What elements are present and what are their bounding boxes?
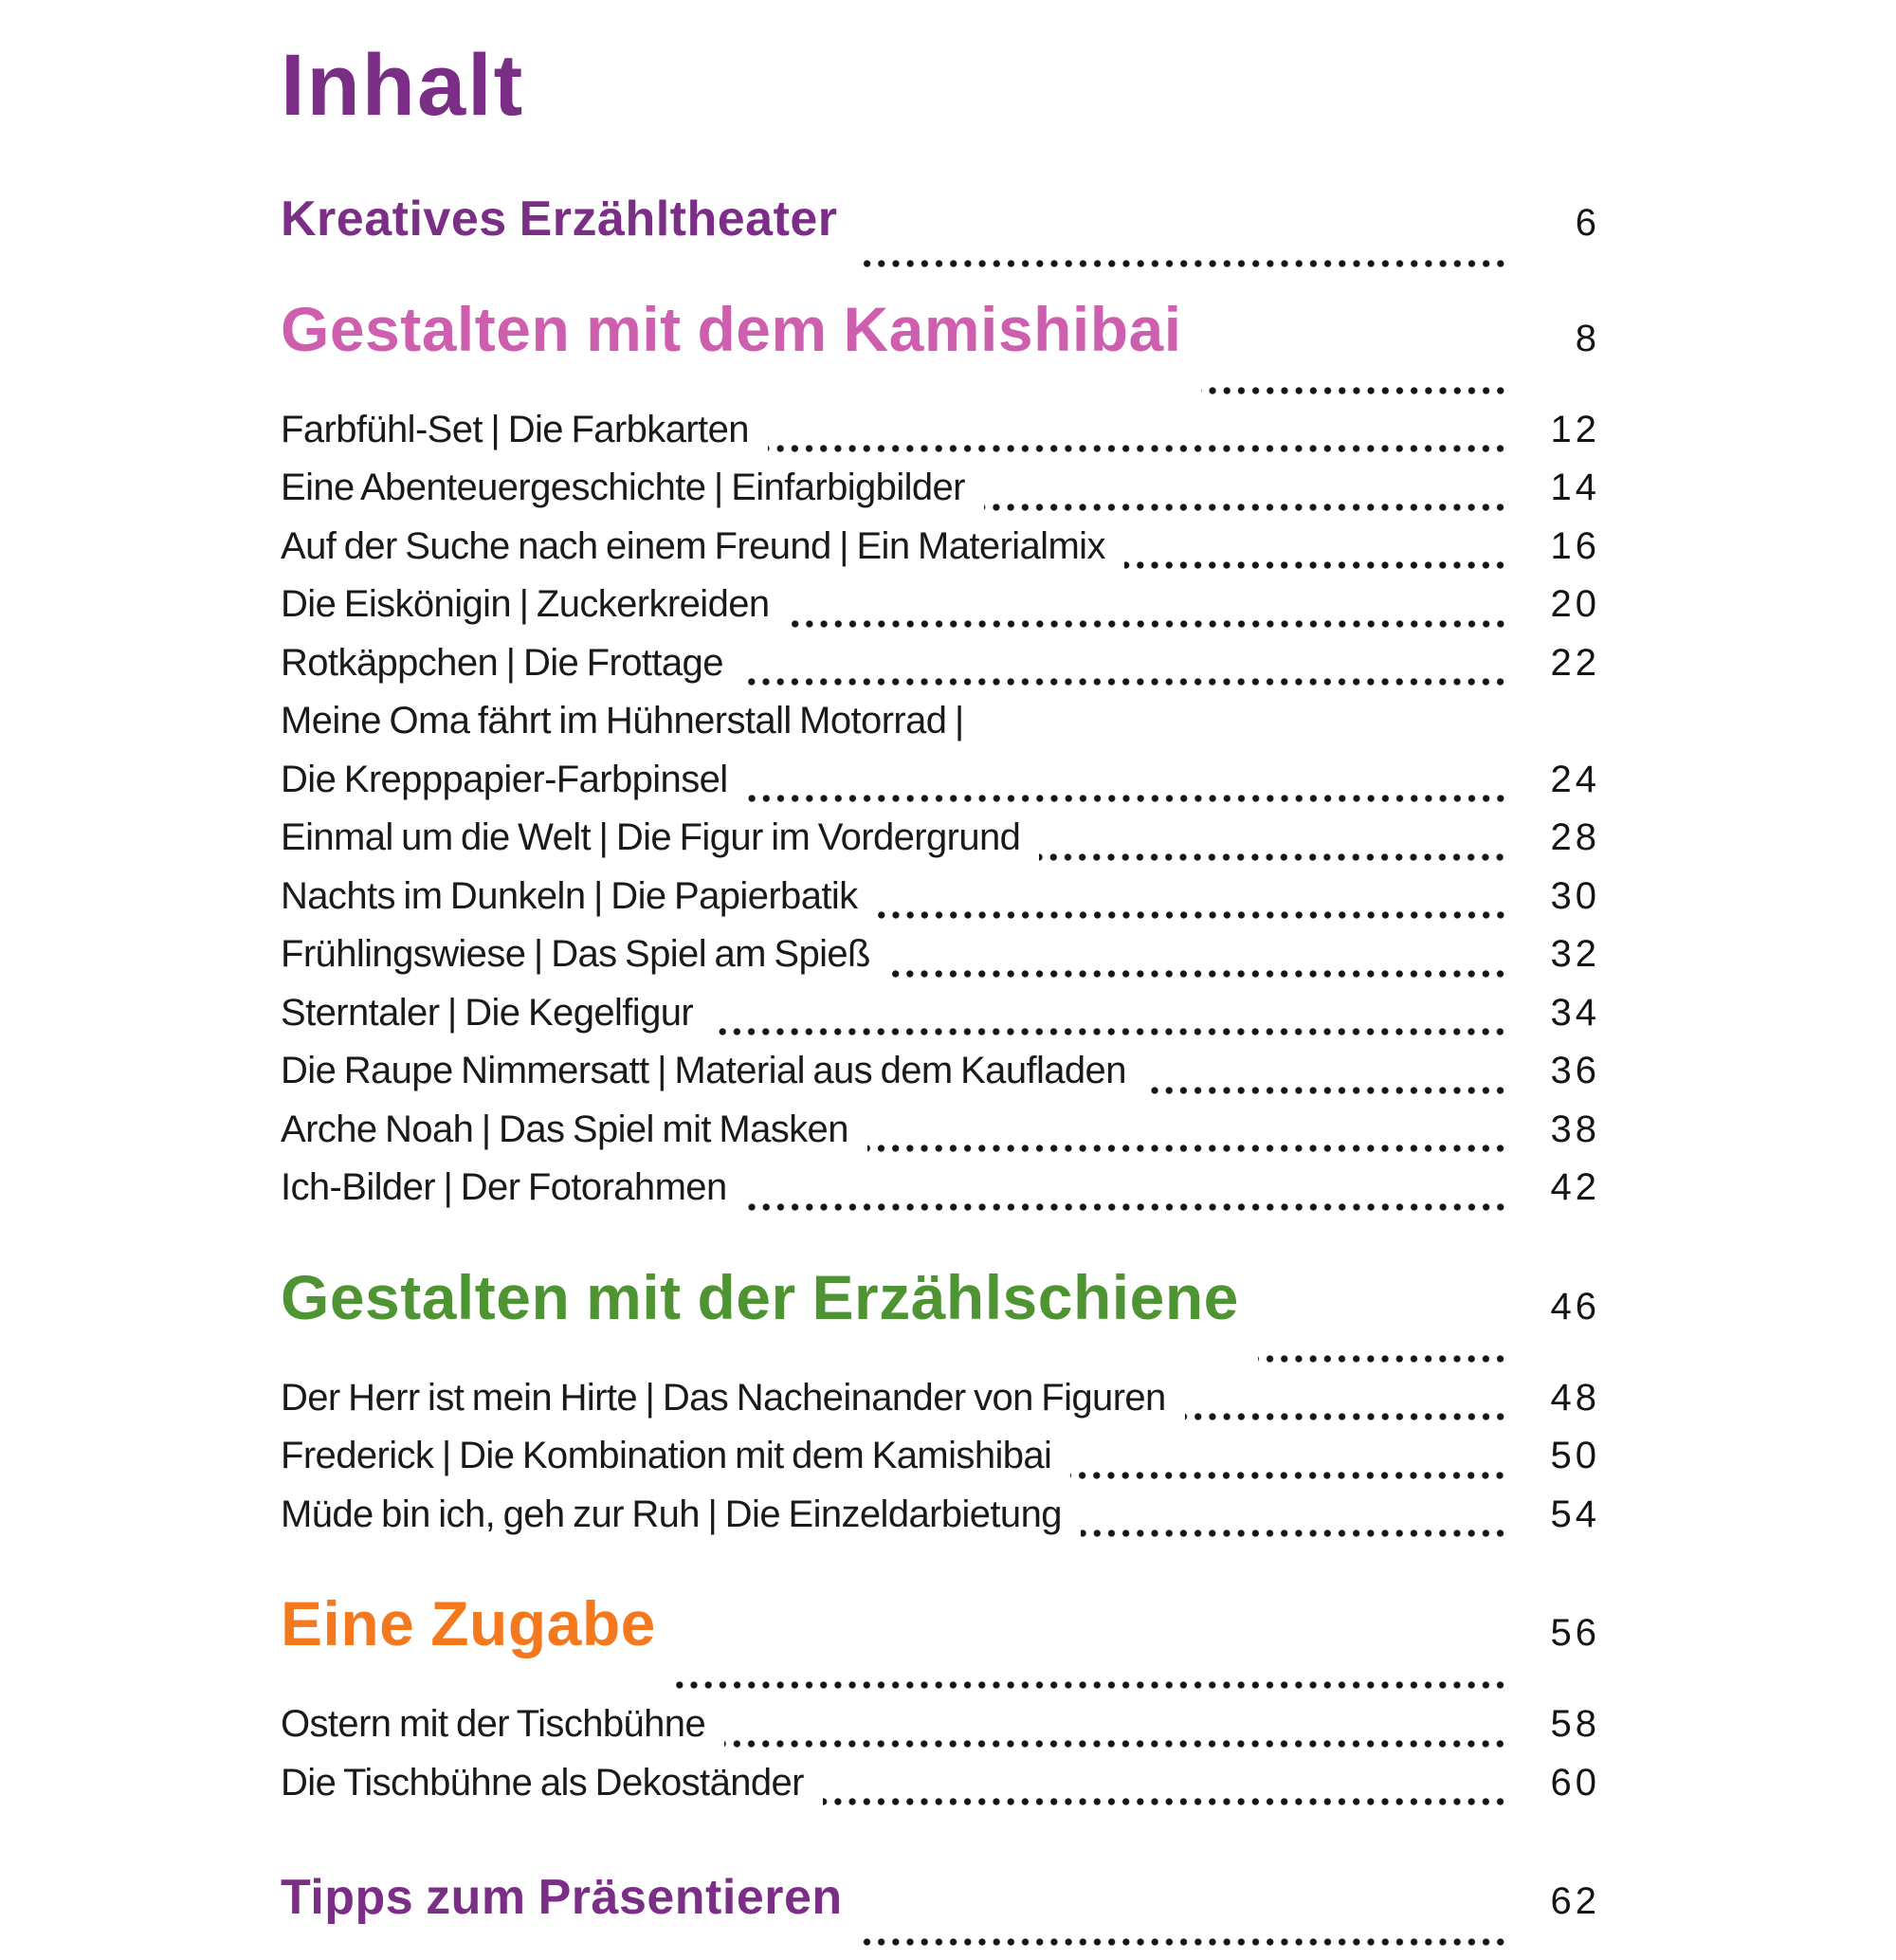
dot-leader (1185, 1412, 1507, 1421)
section-heading-label: Gestalten mit der Erzählschiene (281, 1261, 1239, 1332)
dot-leader (1081, 1529, 1507, 1538)
toc-entry-label: Ich-Bilder | Der Fotorahmen (281, 1166, 727, 1209)
toc-entry (281, 992, 1600, 1051)
page-number: 30 (1550, 874, 1600, 917)
toc-entry-label: Frederick | Die Kombination mit dem Kamishibai (281, 1435, 1052, 1477)
toc-entry-label: Müde bin ich, geh zur Ruh | Die Einzeldarbietung (281, 1493, 1062, 1535)
dot-leader (1039, 852, 1507, 862)
dot-leader (746, 1202, 1507, 1212)
page-number: 48 (1550, 1376, 1600, 1419)
dot-leader (742, 677, 1507, 687)
toc-entry-label: Einmal um die Welt | Die Figur im Vordergrund (281, 816, 1021, 859)
toc-entry (281, 933, 1600, 992)
dot-leader (1201, 386, 1507, 395)
toc-entry-label: Frühlingswiese | Das Spiel am Spieß (281, 933, 870, 976)
dot-leader (768, 444, 1507, 453)
toc-entry-label: Rotkäppchen | Die Frottage (281, 641, 723, 684)
page-number: 54 (1550, 1493, 1600, 1535)
dot-leader (747, 794, 1507, 803)
toc-entry-label: Arche Noah | Das Spiel mit Masken (281, 1108, 848, 1150)
dot-leader (1145, 1086, 1507, 1095)
toc-entry (281, 467, 1600, 525)
toc-entry (281, 1377, 1600, 1436)
toc-entry-eine-zugabe (281, 1587, 1600, 1703)
toc-entry-label: Meine Oma fährt im Hühnerstall Motorrad | (281, 700, 964, 742)
toc-entry-tipps-zum-praesentieren (281, 1869, 1600, 1960)
dot-leader (712, 1027, 1507, 1036)
section-heading-label: Eine Zugabe (281, 1588, 656, 1659)
toc-entry-label: Die Eiskönigin | Zuckerkreiden (281, 583, 770, 626)
toc-entry (281, 1050, 1600, 1108)
page-number: 46 (1550, 1285, 1600, 1328)
dot-leader (1124, 560, 1507, 570)
section-heading-label: Gestalten mit dem Kamishibai (281, 293, 1182, 364)
dot-leader (724, 1739, 1507, 1749)
toc-entry (281, 409, 1600, 467)
page-number: 32 (1550, 933, 1600, 976)
page-number: 20 (1550, 583, 1600, 626)
dot-leader (984, 503, 1507, 512)
dot-leader (789, 619, 1507, 629)
page-number: 24 (1550, 758, 1600, 800)
toc-entry (281, 642, 1600, 701)
toc-entry (281, 525, 1600, 584)
toc-entry-kreatives-erzaehltheater (281, 191, 1600, 282)
toc-entry (281, 1703, 1600, 1762)
page-number: 56 (1550, 1612, 1600, 1655)
page-number: 16 (1550, 524, 1600, 567)
toc-entry-label: Die Raupe Nimmersatt | Material aus dem Kaufladen (281, 1050, 1126, 1092)
dot-leader (823, 1797, 1507, 1806)
dot-leader (857, 259, 1507, 268)
toc-entry (281, 1435, 1600, 1493)
page-number: 34 (1550, 991, 1600, 1034)
toc-entry-label: Der Herr ist mein Hirte | Das Nacheinander von Figuren (281, 1376, 1166, 1419)
toc-entry (281, 1166, 1600, 1225)
toc-entry (281, 1493, 1600, 1552)
page-number: 8 (1575, 317, 1600, 359)
page-number: 36 (1550, 1050, 1600, 1092)
page-number: 28 (1550, 816, 1600, 859)
toc-entry-label: Sterntaler | Die Kegelfigur (281, 991, 694, 1034)
toc-entry (281, 1108, 1600, 1167)
toc-entry (281, 759, 1600, 817)
dot-leader (889, 969, 1507, 979)
toc-entry-gestalten-erzaehlschiene (281, 1261, 1600, 1377)
page-number: 14 (1550, 467, 1600, 509)
dot-leader (1070, 1471, 1507, 1480)
section-heading-label: Kreatives Erzähltheater (281, 191, 838, 247)
toc-entry (281, 875, 1600, 934)
page-title: Inhalt (281, 37, 525, 134)
page-number: 42 (1550, 1166, 1600, 1209)
dot-leader (675, 1680, 1507, 1690)
dot-leader (1258, 1354, 1507, 1364)
toc-entry-label: Die Tischbühne als Dekoständer (281, 1761, 804, 1804)
toc-entry (281, 1762, 1600, 1821)
page-number: 58 (1550, 1703, 1600, 1746)
page-number: 12 (1550, 408, 1600, 450)
page-number: 50 (1550, 1435, 1600, 1477)
page-number: 22 (1550, 641, 1600, 684)
page-number: 60 (1550, 1761, 1600, 1804)
toc-entry-continuation-first-line (281, 700, 1600, 759)
page-number: 38 (1550, 1108, 1600, 1150)
page-number: 62 (1550, 1880, 1600, 1923)
toc-entry-label: Die Krepppapier-Farbpinsel (281, 758, 728, 800)
toc-entry-label: Ostern mit der Tischbühne (281, 1703, 706, 1746)
toc-entry-gestalten-kamishibai (281, 293, 1600, 409)
page-number: 6 (1575, 201, 1600, 244)
section-heading-label: Tipps zum Präsentieren (281, 1870, 843, 1926)
dot-leader (877, 910, 1507, 920)
dot-leader (862, 1937, 1507, 1947)
toc-entry (281, 816, 1600, 875)
dot-leader (867, 1144, 1507, 1153)
toc-entry (281, 583, 1600, 642)
toc-entry-label: Nachts im Dunkeln | Die Papierbatik (281, 874, 858, 917)
toc-entry-label: Eine Abenteuergeschichte | Einfarbigbilder (281, 467, 965, 509)
toc-entry-label: Farbfühl-Set | Die Farbkarten (281, 408, 749, 450)
toc-entry-label: Auf der Suche nach einem Freund | Ein Materialmix (281, 524, 1105, 567)
